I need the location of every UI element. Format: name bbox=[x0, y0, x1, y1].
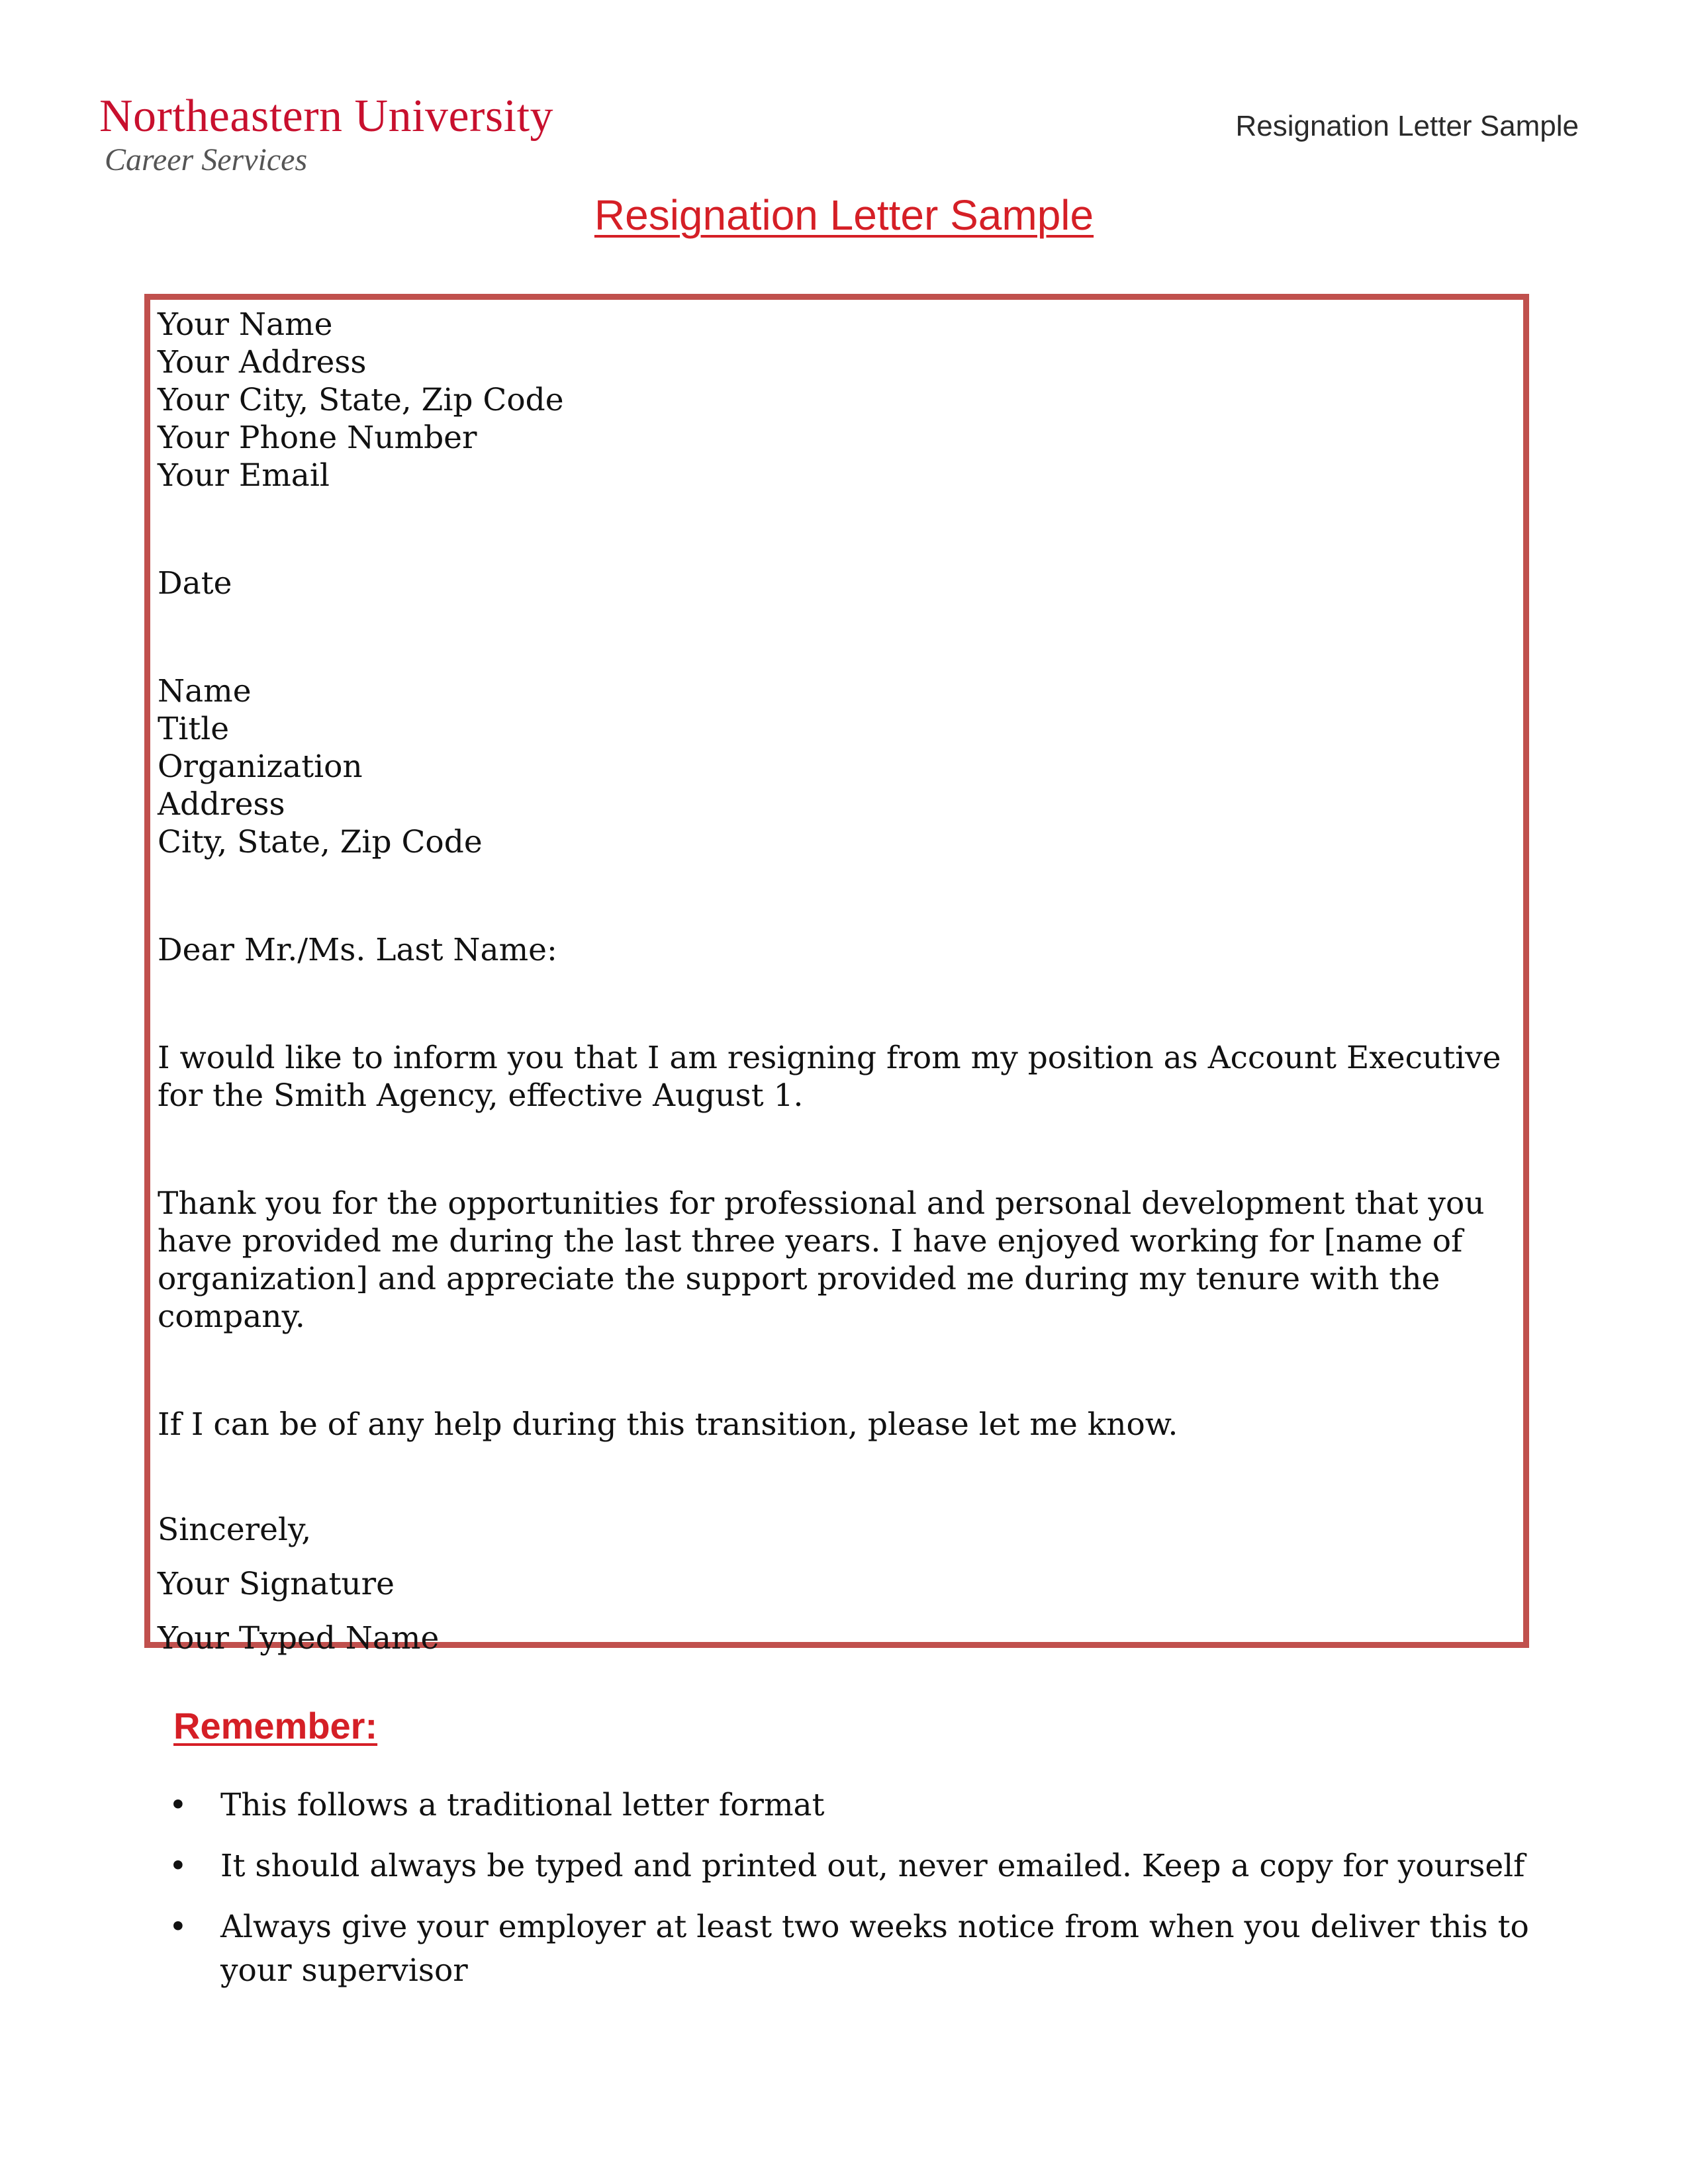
bullet-icon: • bbox=[169, 1909, 187, 1945]
tip-text: Always give your employer at least two weeks notice from when you deliver this to your supervisor bbox=[220, 1909, 1529, 1989]
recipient-block bbox=[158, 672, 1516, 861]
logo-department-name: Career Services bbox=[105, 142, 308, 177]
sender-city-state-zip: Your City, State, Zip Code bbox=[158, 382, 564, 418]
body-paragraph-2: Thank you for the opportunities for professional and personal development that you have provided me during the last three years. I have enjoyed working for [name of organization] and appreciate the support provided me during my tenure with the company. bbox=[158, 1185, 1485, 1335]
letter-body bbox=[158, 306, 1516, 1657]
list-item bbox=[162, 1905, 1539, 1993]
header-document-label: Resignation Letter Sample bbox=[1235, 110, 1579, 142]
tip-text: This follows a traditional letter format bbox=[220, 1787, 825, 1823]
sender-name: Your Name bbox=[158, 306, 333, 343]
sender-address: Your Address bbox=[158, 344, 367, 381]
recipient-name: Name bbox=[158, 673, 252, 709]
northeastern-logo bbox=[99, 91, 553, 179]
letter-date: Date bbox=[158, 565, 232, 602]
page-title: Resignation Letter Sample bbox=[594, 191, 1094, 239]
remember-heading: Remember: bbox=[173, 1705, 378, 1747]
signature-line: Your Signature bbox=[158, 1566, 395, 1602]
sender-block bbox=[158, 306, 1516, 494]
logo-university-name: Northeastern University bbox=[99, 91, 554, 142]
body-paragraph-1: I would like to inform you that I am resigning from my position as Account Executive for the Smith Agency, effective August 1. bbox=[158, 1040, 1501, 1114]
recipient-title: Title bbox=[158, 711, 230, 747]
recipient-organization: Organization bbox=[158, 749, 363, 785]
bullet-icon: • bbox=[169, 1787, 187, 1823]
list-item bbox=[162, 1784, 1539, 1827]
typed-name-line: Your Typed Name bbox=[158, 1620, 440, 1657]
salutation: Dear Mr./Ms. Last Name: bbox=[158, 932, 557, 968]
closing: Sincerely, bbox=[158, 1512, 312, 1548]
bullet-icon: • bbox=[169, 1848, 187, 1884]
list-item bbox=[162, 1844, 1539, 1888]
recipient-address: Address bbox=[158, 786, 285, 823]
remember-list bbox=[162, 1784, 1539, 2010]
sender-email: Your Email bbox=[158, 457, 330, 494]
recipient-city-state-zip: City, State, Zip Code bbox=[158, 824, 483, 860]
sender-phone: Your Phone Number bbox=[158, 420, 477, 456]
tip-text: It should always be typed and printed out, never emailed. Keep a copy for yourself bbox=[220, 1848, 1525, 1884]
body-paragraph-3: If I can be of any help during this transition, please let me know. bbox=[158, 1406, 1178, 1443]
